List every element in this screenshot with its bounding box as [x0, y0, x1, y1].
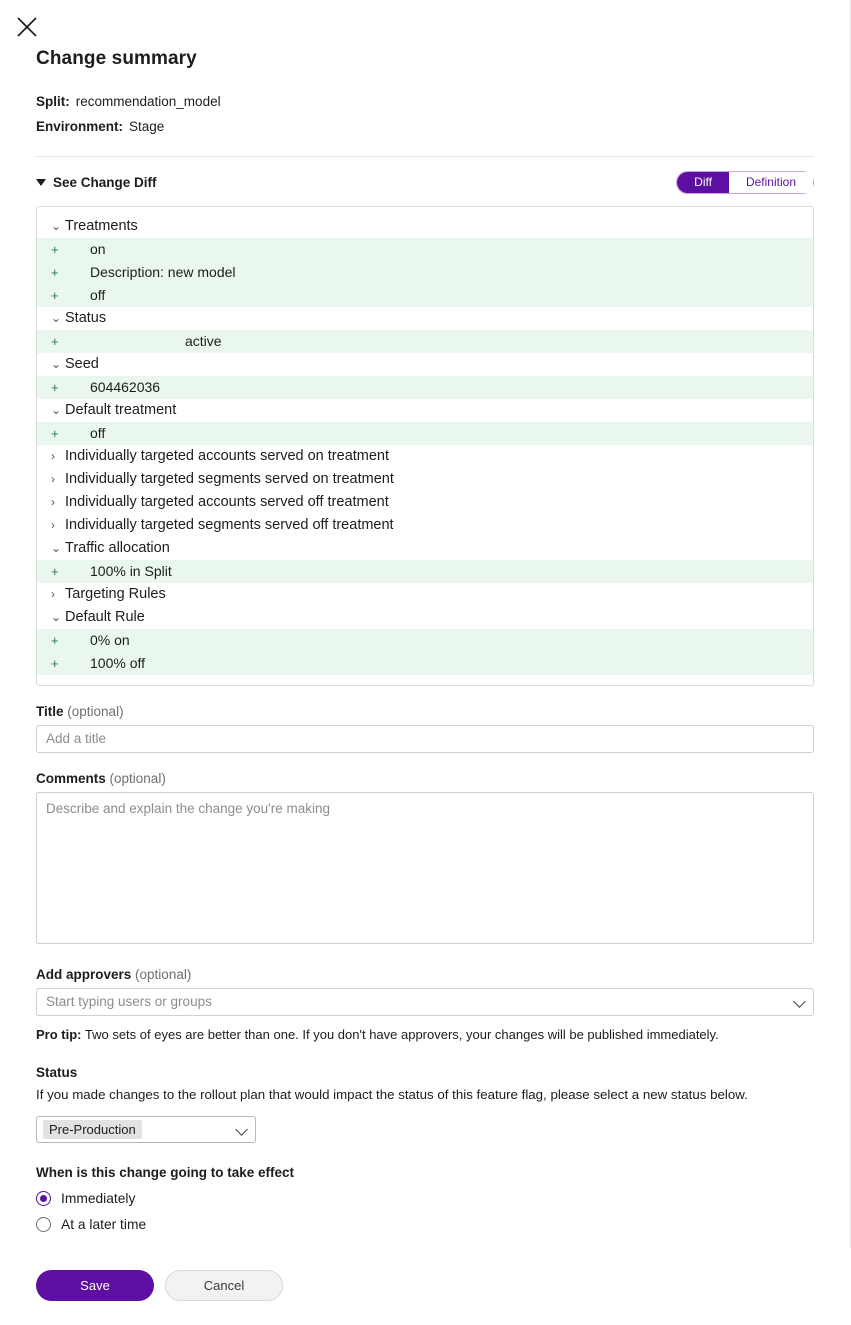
radio-immediately[interactable]	[36, 1191, 814, 1206]
approvers-input[interactable]	[36, 988, 814, 1016]
title-label-text: Title	[36, 703, 64, 719]
diff-group-label: Default Rule	[65, 608, 145, 625]
effect-section-title: When is this change going to take effect	[36, 1164, 295, 1180]
plus-icon: +	[51, 425, 59, 441]
comments-field-label	[36, 771, 814, 786]
diff-added-text: active	[185, 332, 222, 349]
status-section-title: Status	[36, 1065, 78, 1081]
plus-icon: +	[51, 241, 59, 257]
approvers-field-label	[36, 967, 814, 982]
approvers-select-wrap	[36, 988, 814, 1016]
close-icon[interactable]	[14, 14, 40, 40]
diff-group-expanded[interactable]	[37, 606, 813, 629]
page-title: Change summary	[36, 48, 197, 69]
diff-added-line	[37, 284, 813, 307]
chevron-down-icon[interactable]: ⌄	[51, 609, 62, 624]
diff-group-expanded[interactable]	[37, 215, 813, 238]
status-section-desc: If you made changes to the rollout plan that would impact the status of this feature flag, please select a new status below.	[36, 1087, 748, 1103]
diff-added-line	[37, 422, 813, 445]
pro-tip-bold: Pro tip:	[36, 1026, 82, 1042]
radio-immediately-indicator[interactable]	[36, 1191, 51, 1206]
pro-tip-text: Two sets of eyes are better than one. If you don't have approvers, your changes will be published immediately.	[81, 1026, 719, 1042]
diff-added-text: 604462036	[90, 378, 161, 395]
environment-label: Environment:	[36, 119, 124, 135]
split-value: recommendation_model	[75, 94, 221, 109]
diff-added-line	[37, 376, 813, 399]
diff-group-label: Traffic allocation	[65, 539, 170, 556]
approvers-placeholder: Start typing users or groups	[46, 994, 212, 1009]
comments-optional-text: (optional)	[109, 770, 166, 786]
diff-added-line	[37, 238, 813, 261]
approvers-label-text: Add approvers	[36, 966, 132, 982]
chevron-down-icon[interactable]: ⌄	[51, 540, 62, 555]
chevron-down-icon[interactable]: ⌄	[51, 356, 62, 371]
split-row	[36, 92, 814, 112]
diff-added-text: 100% in Split	[90, 562, 172, 579]
radio-later[interactable]	[36, 1217, 814, 1232]
cancel-button[interactable]: Cancel	[165, 1270, 283, 1301]
environment-row	[36, 117, 814, 137]
save-button[interactable]: Save	[36, 1270, 154, 1301]
chevron-down-icon[interactable]	[235, 1123, 248, 1136]
radio-immediately-label: Immediately	[61, 1190, 136, 1206]
diff-group-collapsed[interactable]	[37, 445, 813, 468]
diff-group-expanded[interactable]	[37, 399, 813, 422]
diff-added-line	[37, 560, 813, 583]
diff-group-label: Individually targeted accounts served off treatment	[65, 493, 389, 510]
tab-definition[interactable]: Definition	[729, 172, 813, 193]
diff-added-line	[37, 629, 813, 652]
approvers-optional-text: (optional)	[135, 966, 192, 982]
environment-value: Stage	[129, 119, 165, 135]
plus-icon: +	[51, 379, 59, 395]
diff-group-label: Status	[65, 309, 107, 326]
pro-tip	[36, 1026, 814, 1044]
diff-group-label: Targeting Rules	[65, 585, 166, 602]
chevron-right-icon[interactable]: ›	[51, 494, 55, 509]
diff-added-text: 100% off	[90, 654, 146, 671]
diff-added-line	[37, 652, 813, 675]
comments-label-text: Comments	[36, 770, 106, 786]
tab-diff[interactable]: Diff	[677, 172, 729, 193]
chevron-down-icon[interactable]: ⌄	[51, 402, 62, 417]
chevron-right-icon[interactable]: ›	[51, 586, 55, 601]
chevron-down-icon[interactable]: ⌄	[51, 310, 62, 325]
diff-tree	[36, 206, 814, 686]
diff-group-expanded[interactable]	[37, 307, 813, 330]
diff-group-label: Individually targeted segments served off treatment	[65, 516, 394, 533]
status-selected-value: Pre-Production	[43, 1120, 142, 1139]
title-input[interactable]	[36, 725, 814, 753]
diff-added-line	[37, 330, 813, 353]
diff-group-expanded[interactable]	[37, 537, 813, 560]
diff-group-collapsed[interactable]	[37, 468, 813, 491]
radio-later-indicator[interactable]	[36, 1217, 51, 1232]
diff-added-text: off	[90, 424, 106, 441]
plus-icon: +	[51, 287, 59, 303]
plus-icon: +	[51, 632, 59, 648]
title-optional-text: (optional)	[67, 703, 124, 719]
title-field-label	[36, 704, 814, 719]
chevron-right-icon[interactable]: ›	[51, 471, 55, 486]
plus-icon: +	[51, 264, 59, 280]
plus-icon: +	[51, 563, 59, 579]
diff-group-collapsed[interactable]	[37, 514, 813, 537]
comments-textarea[interactable]	[36, 792, 814, 944]
action-buttons	[36, 1270, 814, 1325]
diff-group-label: Treatments	[65, 217, 138, 234]
diff-added-text: on	[90, 240, 106, 257]
chevron-down-icon[interactable]: ⌄	[51, 218, 62, 233]
diff-added-line	[37, 261, 813, 284]
diff-group-label: Individually targeted accounts served on treatment	[65, 447, 390, 464]
diff-header	[36, 157, 814, 206]
diff-added-text: 0% on	[90, 631, 130, 648]
status-select[interactable]	[36, 1116, 256, 1143]
split-label: Split:	[36, 94, 70, 109]
diff-group-label: Seed	[65, 355, 99, 372]
diff-group-label: Default treatment	[65, 401, 177, 418]
radio-later-label: At a later time	[61, 1216, 147, 1232]
diff-group-expanded[interactable]	[37, 353, 813, 376]
chevron-right-icon[interactable]: ›	[51, 517, 55, 532]
diff-added-text: off	[90, 286, 106, 303]
see-change-diff-toggle[interactable]	[36, 175, 157, 190]
plus-icon: +	[51, 333, 59, 349]
diff-group-label: Individually targeted segments served on treatment	[65, 470, 394, 487]
see-change-diff-label: See Change Diff	[53, 174, 157, 190]
plus-icon: +	[51, 655, 59, 671]
diff-added-text: Description: new model	[90, 263, 236, 280]
caret-down-icon	[36, 179, 46, 186]
chevron-right-icon[interactable]: ›	[51, 448, 55, 463]
diff-group-collapsed[interactable]	[37, 491, 813, 514]
diff-view-switch[interactable]	[676, 171, 814, 194]
diff-group-collapsed[interactable]	[37, 583, 813, 606]
